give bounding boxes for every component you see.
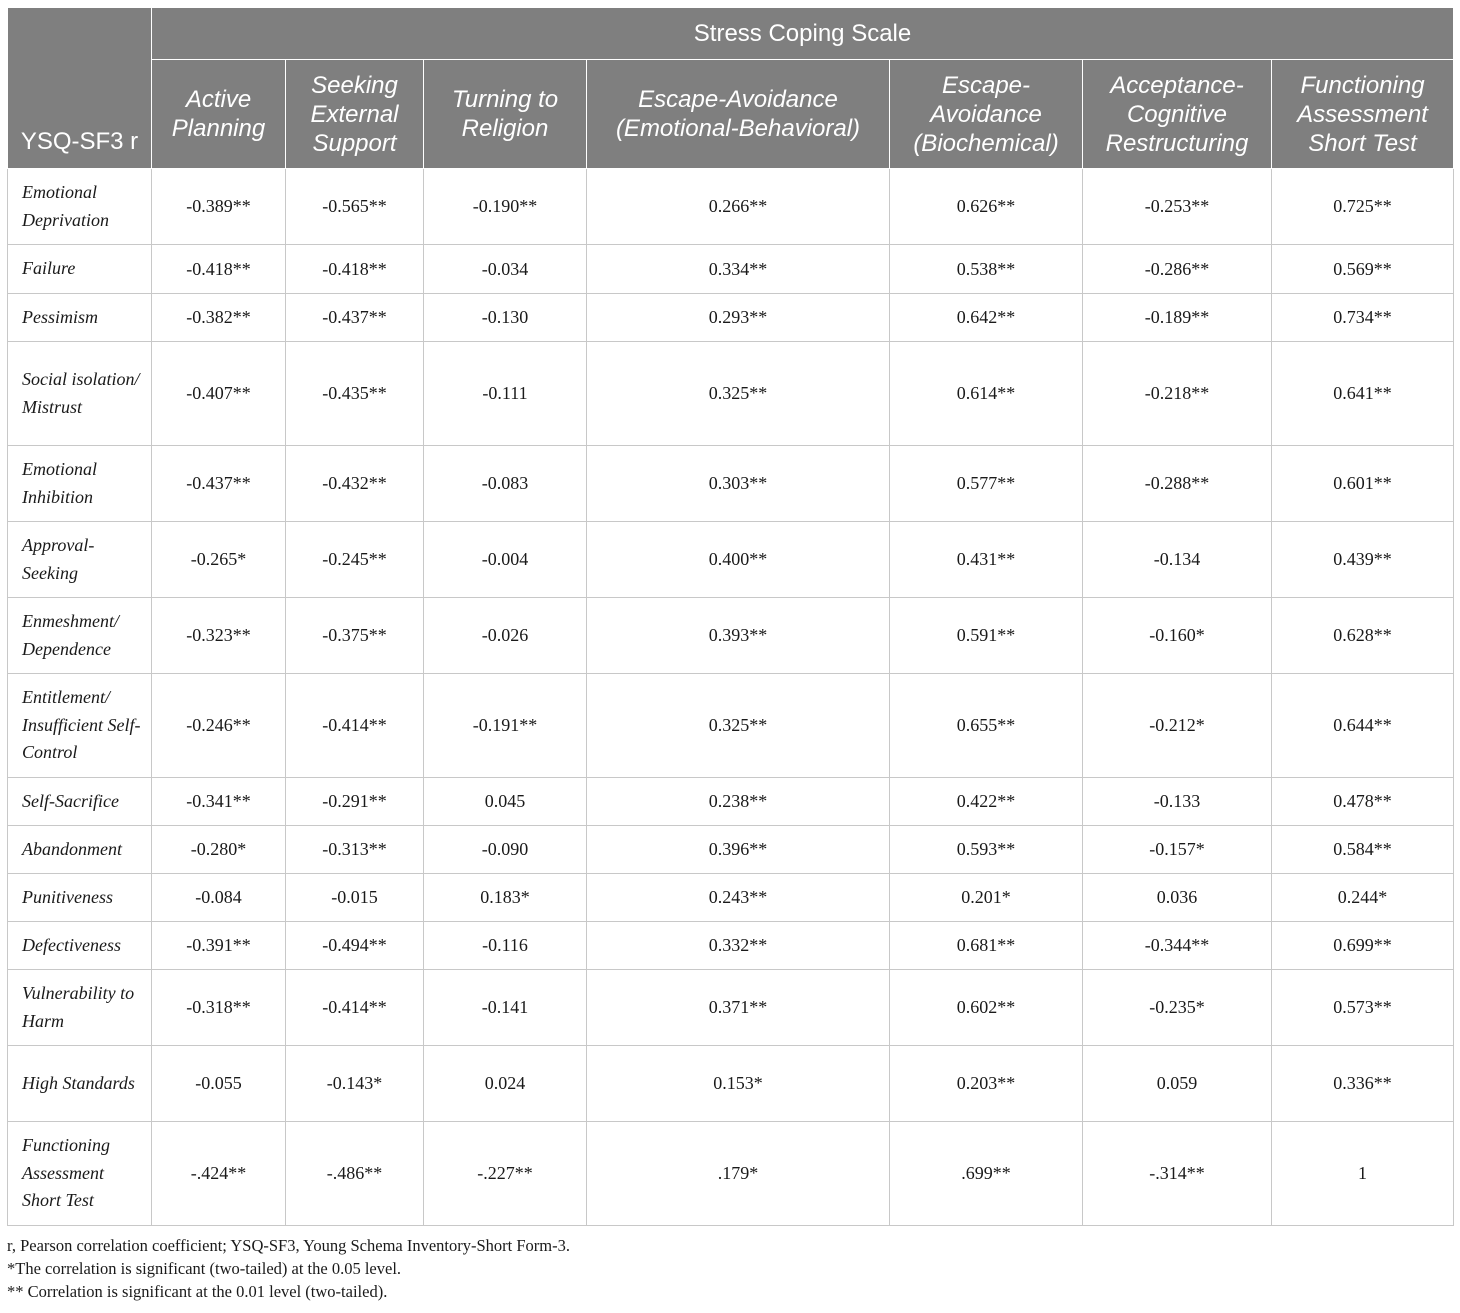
column-header: Escape-Avoidance (Biochemical) [890,60,1083,169]
table-cell: -.227** [424,1122,587,1226]
table-cell: -0.418** [152,245,286,294]
table-cell: -0.141 [424,970,587,1046]
table-cell: -0.134 [1083,522,1272,598]
table-cell: -0.235* [1083,970,1272,1046]
table-cell: 0.655** [890,674,1083,778]
table-cell: -0.157* [1083,826,1272,874]
table-cell: -.424** [152,1122,286,1226]
row-label: Punitiveness [8,874,152,922]
table-cell: 0.325** [587,674,890,778]
row-label: Abandonment [8,826,152,874]
table-cell: -0.313** [286,826,424,874]
table-cell: 0.325** [587,342,890,446]
table-cell: -0.286** [1083,245,1272,294]
table-cell: -0.432** [286,446,424,522]
table-cell: -0.015 [286,874,424,922]
table-cell: 0.734** [1272,294,1454,342]
table-cell: -0.382** [152,294,286,342]
footnote: *The correlation is significant (two-tailed) at the 0.05 level. [7,1259,402,1278]
table-cell: 0.584** [1272,826,1454,874]
table-cell: -0.414** [286,674,424,778]
table-cell: -0.391** [152,922,286,970]
table-cell: -0.341** [152,778,286,826]
footnote: ** Correlation is significant at the 0.01 level (two-tailed). [7,1282,388,1301]
table-cell: 0.303** [587,446,890,522]
table-row [8,169,1454,245]
table-cell: -0.565** [286,169,424,245]
table-row [8,1046,1454,1122]
row-label: Failure [8,245,152,294]
table-cell: -0.418** [286,245,424,294]
row-label: Social isolation/ Mistrust [8,342,152,446]
row-label: Functioning Assessment Short Test [8,1122,152,1226]
table-row [8,342,1454,446]
table-row [8,598,1454,674]
group-header: Stress Coping Scale [152,8,1454,60]
table-cell: -0.435** [286,342,424,446]
table-cell: 0.045 [424,778,587,826]
table-cell: 0.024 [424,1046,587,1122]
table-cell: -0.437** [152,446,286,522]
row-label: High Standards [8,1046,152,1122]
table-cell: 0.538** [890,245,1083,294]
table-cell: -0.190** [424,169,587,245]
corner-header [8,8,152,169]
table-row [8,874,1454,922]
column-header: Acceptance-Cognitive Restructuring [1083,60,1272,169]
table-cell: 0.203** [890,1046,1083,1122]
table-cell: -0.133 [1083,778,1272,826]
table-cell: -0.291** [286,778,424,826]
footnote: r, Pearson correlation coefficient; YSQ-SF3, Young Schema Inventory-Short Form-3. [7,1236,571,1255]
table-footnotes [7,1234,1453,1303]
table-cell: -0.265* [152,522,286,598]
correlation-table [7,7,1454,1226]
table-cell: -0.191** [424,674,587,778]
table-cell: 0.725** [1272,169,1454,245]
table-cell: 0.699** [1272,922,1454,970]
table-cell: -0.034 [424,245,587,294]
table-cell: -0.212* [1083,674,1272,778]
table-cell: -0.218** [1083,342,1272,446]
table-cell: 0.614** [890,342,1083,446]
table-cell: -0.116 [424,922,587,970]
table-row [8,446,1454,522]
table-cell: .699** [890,1122,1083,1226]
table-row [8,674,1454,778]
table-cell: 0.201* [890,874,1083,922]
column-header: Escape-Avoidance (Emotional-Behavioral) [587,60,890,169]
table-cell: -0.083 [424,446,587,522]
table-cell: -0.246** [152,674,286,778]
table-row [8,970,1454,1046]
table-cell: 0.244* [1272,874,1454,922]
table-cell: 0.593** [890,826,1083,874]
table-cell: -0.004 [424,522,587,598]
table-row [8,522,1454,598]
table-cell: -0.375** [286,598,424,674]
table-cell: -0.253** [1083,169,1272,245]
table-cell: 0.393** [587,598,890,674]
table-cell: -0.280* [152,826,286,874]
table-cell: -0.245** [286,522,424,598]
row-label: Vulnerability to Harm [8,970,152,1046]
table-cell: 0.183* [424,874,587,922]
table-cell: -0.084 [152,874,286,922]
row-label: Pessimism [8,294,152,342]
table-cell: -0.160* [1083,598,1272,674]
table-cell: 0.439** [1272,522,1454,598]
table-cell: 0.644** [1272,674,1454,778]
table-cell: 0.569** [1272,245,1454,294]
table-row [8,1122,1454,1226]
row-label: Emotional Inhibition [8,446,152,522]
table-cell: -0.026 [424,598,587,674]
row-label: Defectiveness [8,922,152,970]
table-cell: 0.641** [1272,342,1454,446]
table-cell: -0.494** [286,922,424,970]
table-cell: 0.238** [587,778,890,826]
table-cell: -0.389** [152,169,286,245]
table-cell: -0.323** [152,598,286,674]
table-cell: 0.642** [890,294,1083,342]
row-label: Emotional Deprivation [8,169,152,245]
table-cell: -0.414** [286,970,424,1046]
table-cell: 0.400** [587,522,890,598]
table-cell: 0.591** [890,598,1083,674]
table-cell: -0.437** [286,294,424,342]
table-cell: -.314** [1083,1122,1272,1226]
table-row [8,294,1454,342]
table-container [7,7,1453,1303]
table-cell: -0.130 [424,294,587,342]
table-cell: -0.318** [152,970,286,1046]
table-cell: 0.422** [890,778,1083,826]
table-cell: -0.055 [152,1046,286,1122]
table-cell: -0.288** [1083,446,1272,522]
table-cell: -.486** [286,1122,424,1226]
table-cell: 0.336** [1272,1046,1454,1122]
header-row-group [8,8,1454,60]
table-cell: -0.090 [424,826,587,874]
table-row [8,826,1454,874]
table-cell: 0.626** [890,169,1083,245]
table-cell: -0.407** [152,342,286,446]
table-cell: -0.111 [424,342,587,446]
column-header: Seeking External Support [286,60,424,169]
table-cell: 0.681** [890,922,1083,970]
table-cell: 0.628** [1272,598,1454,674]
column-header: Turning to Religion [424,60,587,169]
table-cell: 0.266** [587,169,890,245]
table-cell: 0.059 [1083,1046,1272,1122]
table-cell: 0.431** [890,522,1083,598]
column-header: Functioning Assessment Short Test [1272,60,1454,169]
table-cell: 0.153* [587,1046,890,1122]
table-cell: 0.332** [587,922,890,970]
table-cell: 0.396** [587,826,890,874]
table-row [8,245,1454,294]
row-label: Self-Sacrifice [8,778,152,826]
table-row [8,922,1454,970]
table-cell: 0.601** [1272,446,1454,522]
table-cell: 0.577** [890,446,1083,522]
table-cell: 0.478** [1272,778,1454,826]
table-cell: 1 [1272,1122,1454,1226]
table-cell: 0.293** [587,294,890,342]
row-label: Approval-Seeking [8,522,152,598]
table-cell: 0.243** [587,874,890,922]
row-label: Enmeshment/ Dependence [8,598,152,674]
table-cell: 0.334** [587,245,890,294]
table-cell: .179* [587,1122,890,1226]
table-cell: 0.602** [890,970,1083,1046]
table-cell: -0.344** [1083,922,1272,970]
table-body [8,169,1454,1226]
corner-header-label: YSQ-SF3 r [20,128,139,155]
header-row-columns [8,60,1454,169]
row-label: Entitlement/ Insufficient Self-Control [8,674,152,778]
table-cell: -0.143* [286,1046,424,1122]
column-header: Active Planning [152,60,286,169]
table-cell: 0.573** [1272,970,1454,1046]
table-cell: 0.371** [587,970,890,1046]
table-cell: -0.189** [1083,294,1272,342]
table-cell: 0.036 [1083,874,1272,922]
table-row [8,778,1454,826]
